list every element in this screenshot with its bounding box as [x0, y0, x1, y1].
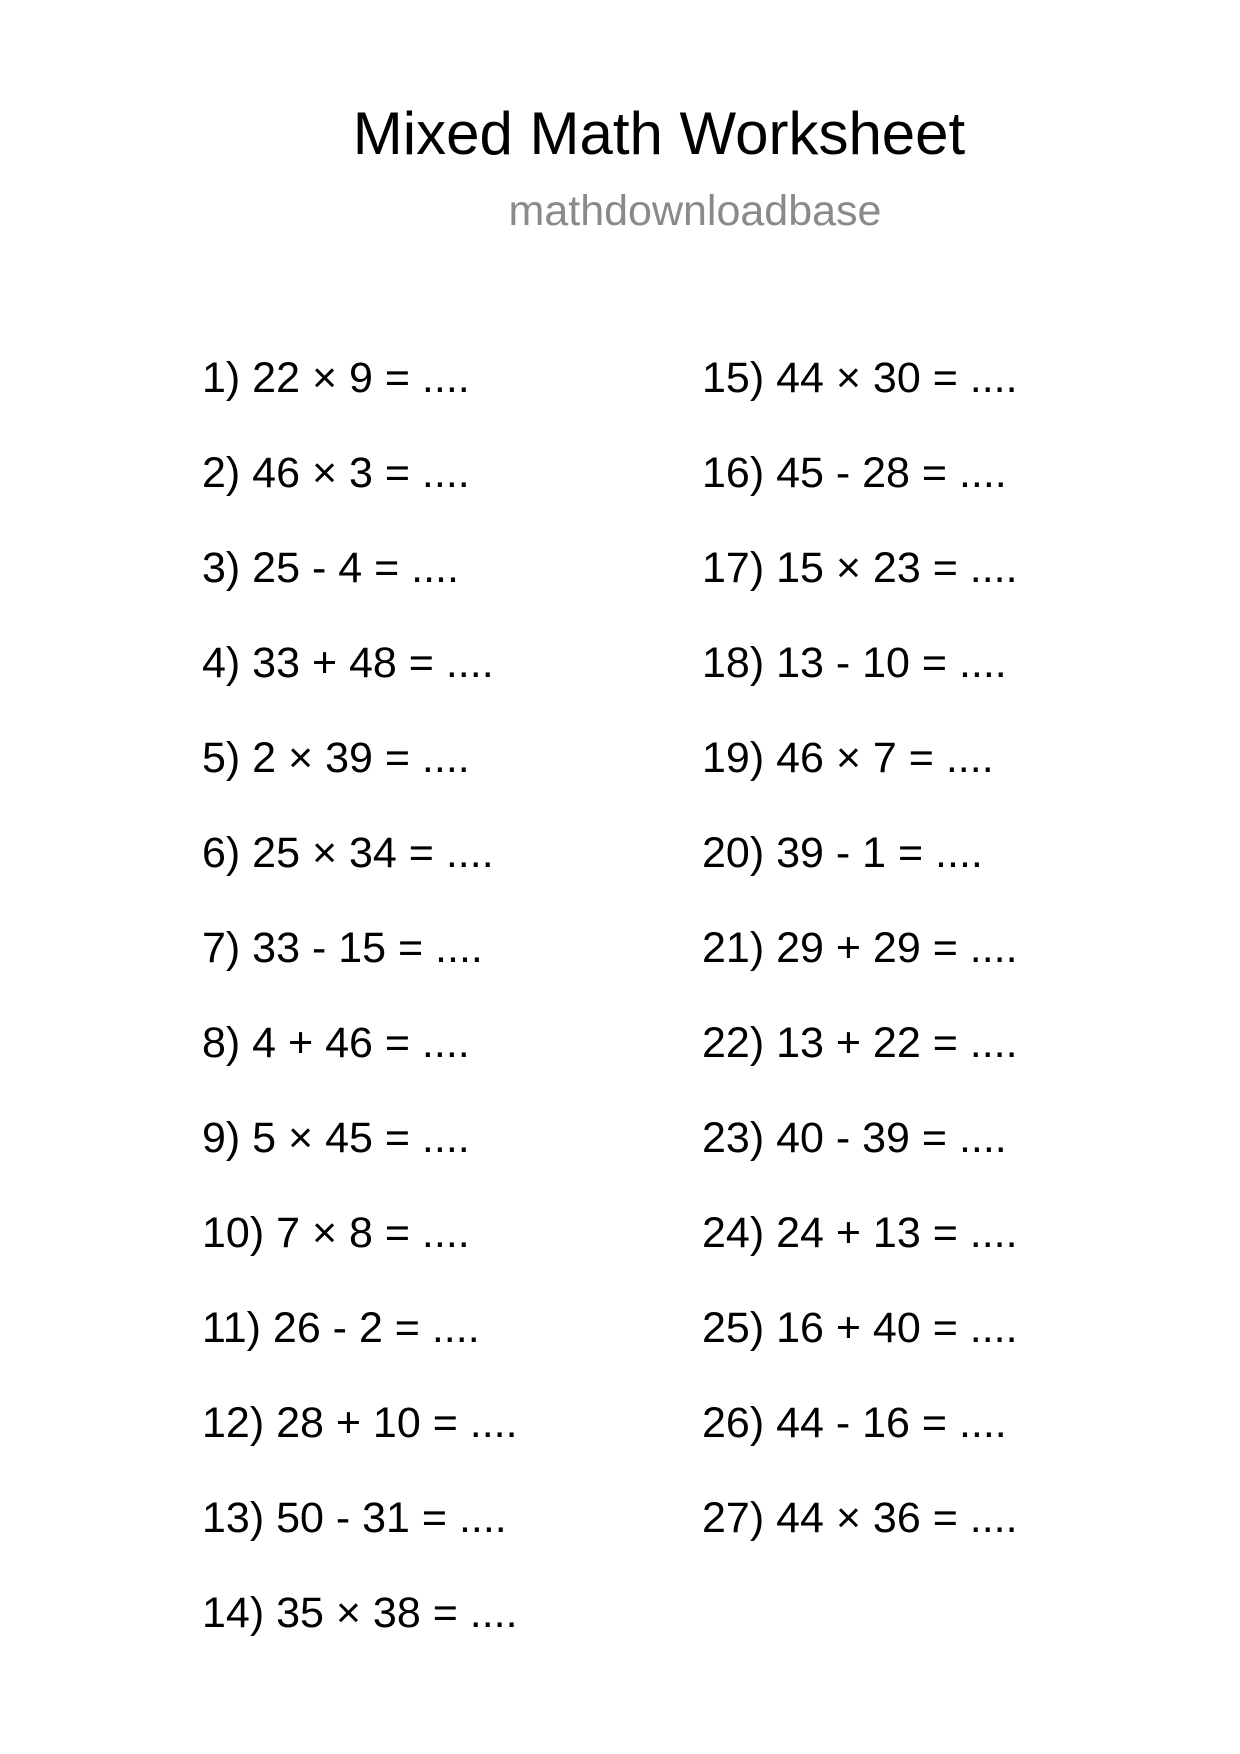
problem-21: 21) 29 + 29 = ....: [702, 924, 1018, 972]
problem-12: 12) 28 + 10 = ....: [202, 1399, 518, 1447]
problem-column-left: [202, 348, 518, 1678]
page-subtitle: mathdownloadbase: [508, 187, 882, 235]
problem-27: 27) 44 × 36 = ....: [702, 1494, 1018, 1542]
problem-9: 9) 5 × 45 = ....: [202, 1114, 470, 1162]
problem-18: 18) 13 - 10 = ....: [702, 639, 1007, 687]
problem-4: 4) 33 + 48 = ....: [202, 639, 494, 687]
problem-17: 17) 15 × 23 = ....: [702, 544, 1018, 592]
problem-15: 15) 44 × 30 = ....: [702, 354, 1018, 402]
problem-6: 6) 25 × 34 = ....: [202, 829, 494, 877]
problem-23: 23) 40 - 39 = ....: [702, 1114, 1007, 1162]
problem-13: 13) 50 - 31 = ....: [202, 1494, 507, 1542]
problem-column-right: [702, 348, 1018, 1583]
problem-26: 26) 44 - 16 = ....: [702, 1399, 1007, 1447]
problem-10: 10) 7 × 8 = ....: [202, 1209, 470, 1257]
problem-3: 3) 25 - 4 = ....: [202, 544, 459, 592]
problem-16: 16) 45 - 28 = ....: [702, 449, 1007, 497]
problem-8: 8) 4 + 46 = ....: [202, 1019, 470, 1067]
problem-19: 19) 46 × 7 = ....: [702, 734, 994, 782]
problem-22: 22) 13 + 22 = ....: [702, 1019, 1018, 1067]
problem-5: 5) 2 × 39 = ....: [202, 734, 470, 782]
problem-2: 2) 46 × 3 = ....: [202, 449, 470, 497]
problem-20: 20) 39 - 1 = ....: [702, 829, 983, 877]
problem-7: 7) 33 - 15 = ....: [202, 924, 483, 972]
problem-11: 11) 26 - 2 = ....: [202, 1304, 480, 1352]
problem-1: 1) 22 × 9 = ....: [202, 354, 470, 402]
problem-25: 25) 16 + 40 = ....: [702, 1304, 1018, 1352]
problem-24: 24) 24 + 13 = ....: [702, 1209, 1018, 1257]
page-title: Mixed Math Worksheet: [352, 100, 966, 167]
problem-14: 14) 35 × 38 = ....: [202, 1589, 518, 1637]
